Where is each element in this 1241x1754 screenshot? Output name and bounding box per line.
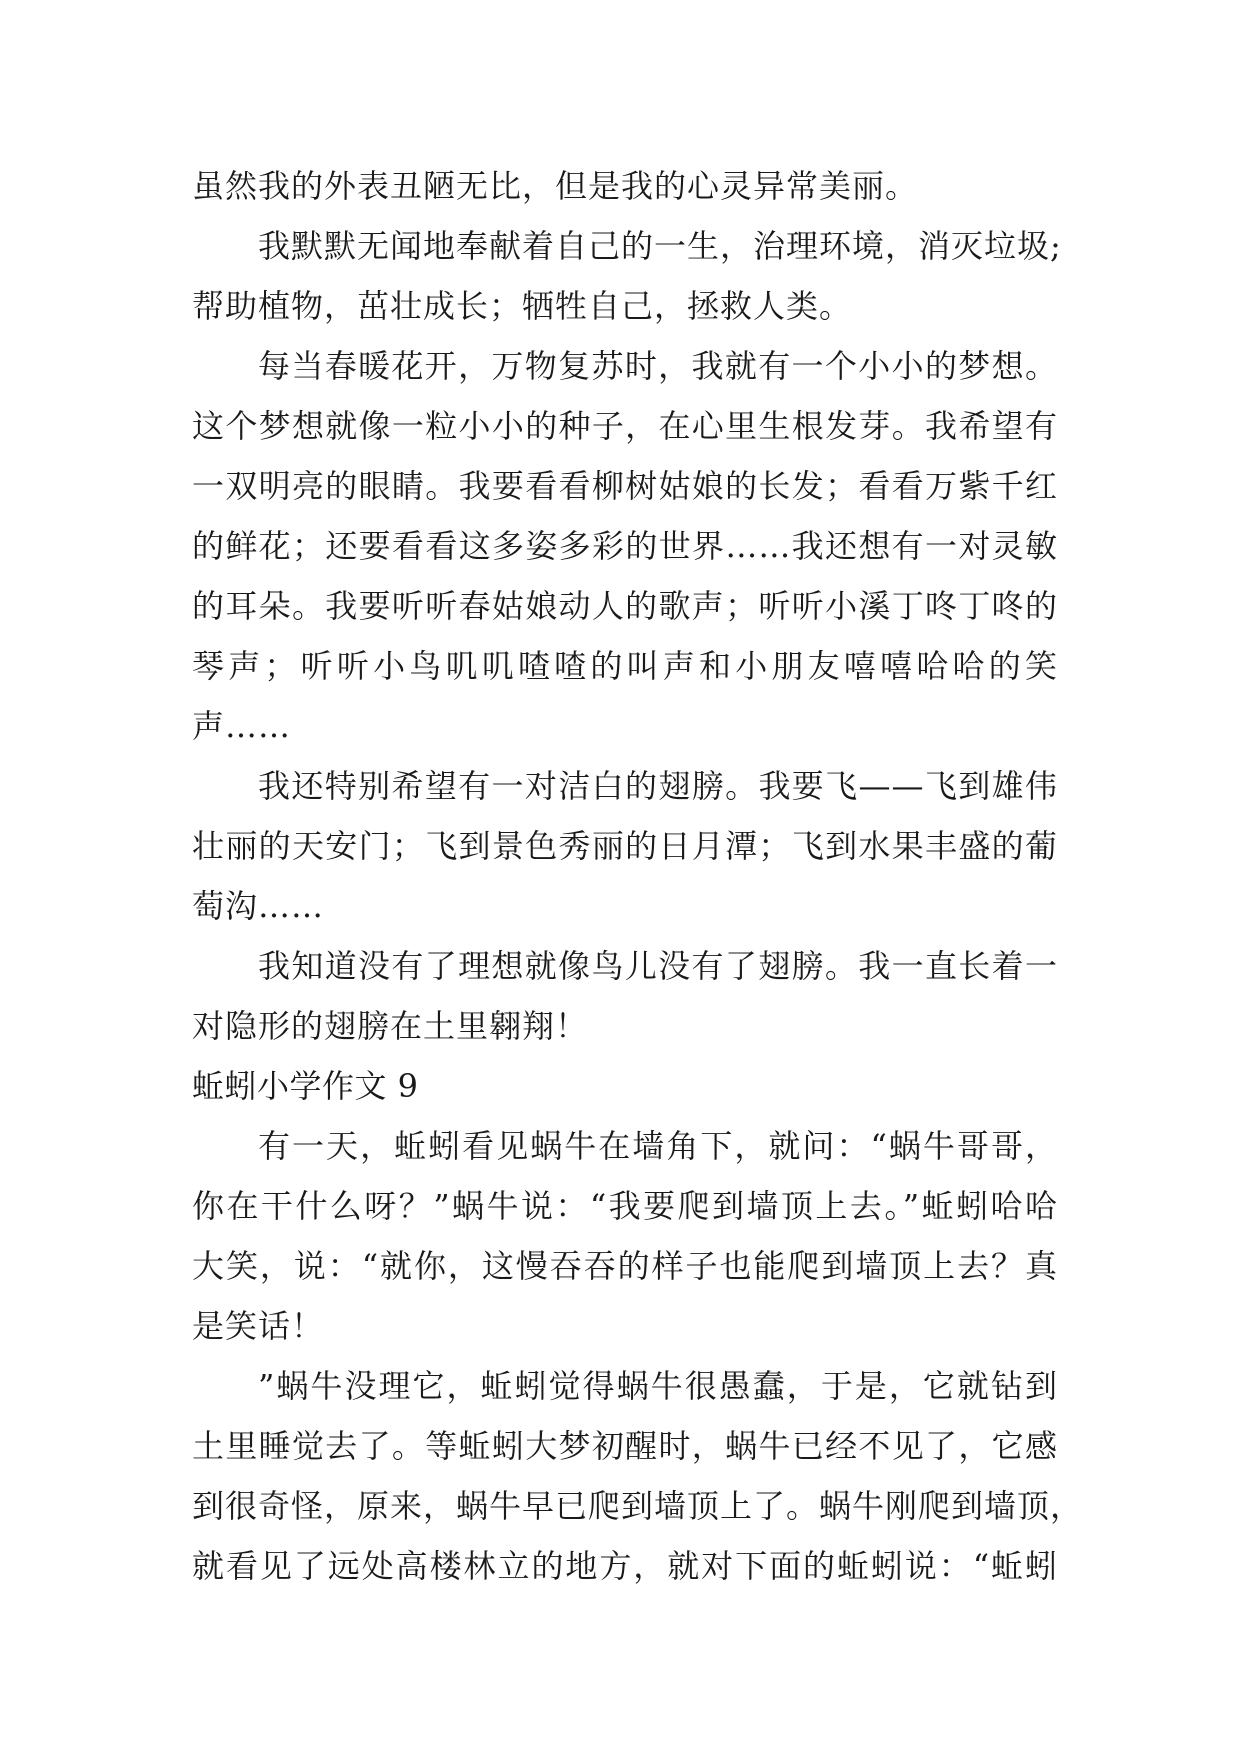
- section-heading: 蚯蚓小学作文 9: [192, 1067, 419, 1105]
- text-line: 一双明亮的眼睛。我要看看柳树姑娘的长发；看看万紫千红: [192, 467, 1058, 505]
- text-line: 的耳朵。我要听听春姑娘动人的歌声；听听小溪丁咚丁咚的: [192, 587, 1058, 625]
- text-line: 萄沟……: [192, 887, 325, 925]
- text-line: 你在干什么呀？”蜗牛说：“我要爬到墙顶上去。”蚯蚓哈哈: [192, 1187, 1058, 1225]
- text-line: 虽然我的外表丑陋无比，但是我的心灵异常美丽。: [192, 167, 919, 205]
- text-line: 的鲜花；还要看看这多姿多彩的世界……我还想有一对灵敏: [192, 527, 1058, 565]
- text-line: 这个梦想就像一粒小小的种子，在心里生根发芽。我希望有: [192, 407, 1058, 445]
- document-page: [192, 156, 1084, 1596]
- text-line: 每当春暖花开，万物复苏时，我就有一个小小的梦想。: [258, 347, 1058, 385]
- text-line: 对隐形的翅膀在土里翱翔！: [192, 1007, 589, 1045]
- text-line: 有一天，蚯蚓看见蜗牛在墙角下，就问：“蜗牛哥哥，: [258, 1127, 1058, 1165]
- text-line: 我知道没有了理想就像鸟儿没有了翅膀。我一直长着一: [258, 947, 1058, 985]
- text-line: 我默默无闻地奉献着自己的一生，治理环境，消灭垃圾;: [258, 227, 1062, 265]
- text-line: 壮丽的天安门；飞到景色秀丽的日月潭；飞到水果丰盛的葡: [192, 827, 1058, 865]
- text-line: 大笑，说：“就你，这慢吞吞的样子也能爬到墙顶上去？真: [192, 1247, 1058, 1285]
- text-line: 我还特别希望有一对洁白的翅膀。我要飞——飞到雄伟: [258, 767, 1058, 805]
- text-line: 帮助植物，茁壮成长；牺牲自己，拯救人类。: [192, 287, 853, 325]
- text-line: 声……: [192, 707, 292, 745]
- text-line: 到很奇怪，原来，蜗牛早已爬到墙顶上了。蜗牛刚爬到墙顶，: [192, 1487, 1084, 1525]
- text-line: 土里睡觉去了。等蚯蚓大梦初醒时，蜗牛已经不见了，它感: [192, 1427, 1058, 1465]
- text-line: 是笑话！: [192, 1307, 325, 1345]
- text-line: 就看见了远处高楼林立的地方，就对下面的蚯蚓说：“蚯蚓: [192, 1547, 1058, 1585]
- text-line: 琴声；听听小鸟叽叽喳喳的叫声和小朋友嘻嘻哈哈的笑: [192, 647, 1058, 685]
- text-line: ”蜗牛没理它，蚯蚓觉得蜗牛很愚蠢，于是，它就钻到: [258, 1367, 1058, 1405]
